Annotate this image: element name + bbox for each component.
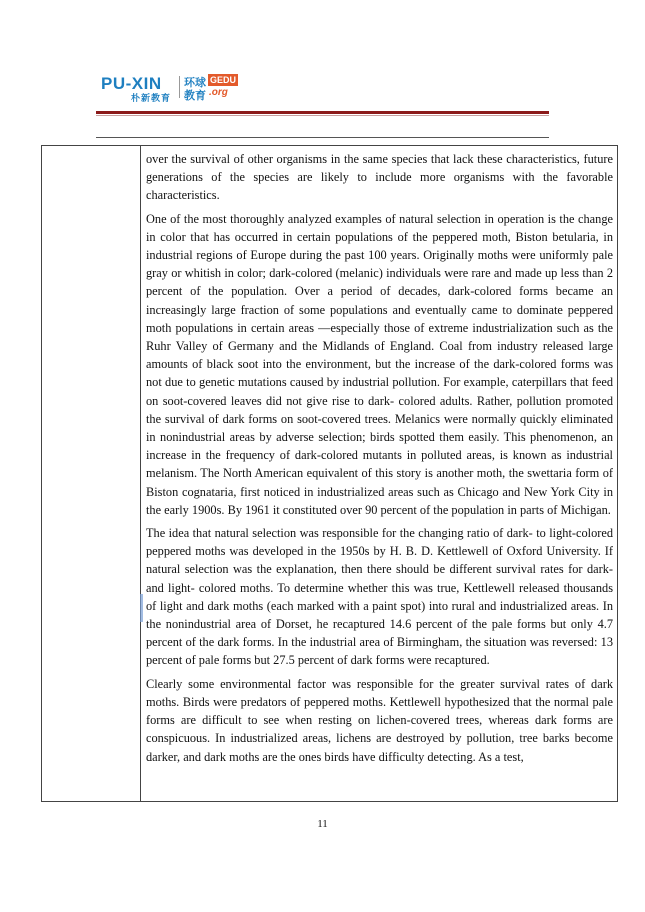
header-logo: [101, 74, 241, 103]
logo-brand: PU-XIN: [101, 74, 162, 93]
text-cursor-marker: [140, 594, 143, 622]
content-table: [41, 145, 618, 802]
paragraph: One of the most thoroughly analyzed examples of natural selection in operation is the change in color that has occurred in certain populations of the peppered moth, Biston betularia, in industrial regions of Europe during the past 100 years. Originally moths were uniformly pale gray or whitish in color; dark-colored (melanic) individuals were rare and made up less than 2 percent of the population. Over a period of decades, dark-colored forms became an increasingly large fraction of some populations and eventually came to dominate peppered moth populations in certain areas —especially those of extreme industrialization such as the Ruhr Valley of Germany and the Midlands of England. Coal from industry released large amounts of black soot into the environment, but the increase of the dark-colored forms was not due to genetic mutations caused by industrial pollution. For example, caterpillars that feed on soot-covered leaves did not give rise to dark- colored adults. Rather, pollution promoted the survival of dark forms on soot-covered trees. Melanics were normally quickly eliminated in nonindustrial areas by adverse selection; birds spotted them easily. This phenomenon, an increase in the frequency of dark-colored mutants in polluted areas, is known as industrial melanism. The North American equivalent of this story is another moth, the swettaria form of Biston cognataria, first noticed in industrialized areas such as Chicago and New York City in the early 1900s. By 1961 it constituted over 90 percent of the population in parts of Michigan.: [146, 211, 613, 517]
logo-cn-bottom: 教育: [184, 89, 206, 102]
logo-brand-sub: 朴新教育: [131, 93, 172, 103]
paragraph: over the survival of other organisms in the same species that lack these characteristics, future generations of the species are likely to include more organisms with the favorable characteristics.: [146, 152, 613, 203]
page-number: 11: [317, 818, 328, 830]
left-column-cell: [42, 146, 141, 801]
logo-org: .org: [209, 87, 228, 98]
logo-cn-top: 环球: [184, 76, 206, 89]
header-rule: [96, 111, 549, 114]
text-column-cell: [146, 150, 613, 771]
paragraph: The idea that natural selection was responsible for the changing ratio of dark- to light-colored peppered moths was developed in the 1950s by H. B. D. Kettlewell of Oxford University. If natural selection was the explanation, then there should be different survival rates for dark- and light- colored moths. To determine whether this was true, Kettlewell released thousands of light and dark moths (each marked with a paint spot) into rural and industrialized areas. In the nonindustrial area of Dorset, he recaptured 14.6 percent of the pale forms but only 4.7 percent of the dark forms. In the industrial area of Birmingham, the situation was reversed: 13 percent of pale forms but 27.5 percent of dark forms were recaptured.: [146, 526, 613, 668]
header-underline: [96, 137, 549, 138]
logo-divider: [179, 76, 180, 98]
logo-gedu-badge: GEDU: [210, 75, 237, 85]
paragraph: Clearly some environmental factor was responsible for the greater survival rates of dark moths. Birds were predators of peppered moths. Kettlewell hypothesized that the normal pale forms are difficult to see when resting on lichen-covered trees, whereas dark forms are conspicuous. In industrialized areas, lichens are destroyed by pollution, tree barks become darker, and dark moths are the ones birds have difficulty detecting. As a test,: [146, 676, 613, 764]
header-rule-shadow: [96, 115, 549, 116]
